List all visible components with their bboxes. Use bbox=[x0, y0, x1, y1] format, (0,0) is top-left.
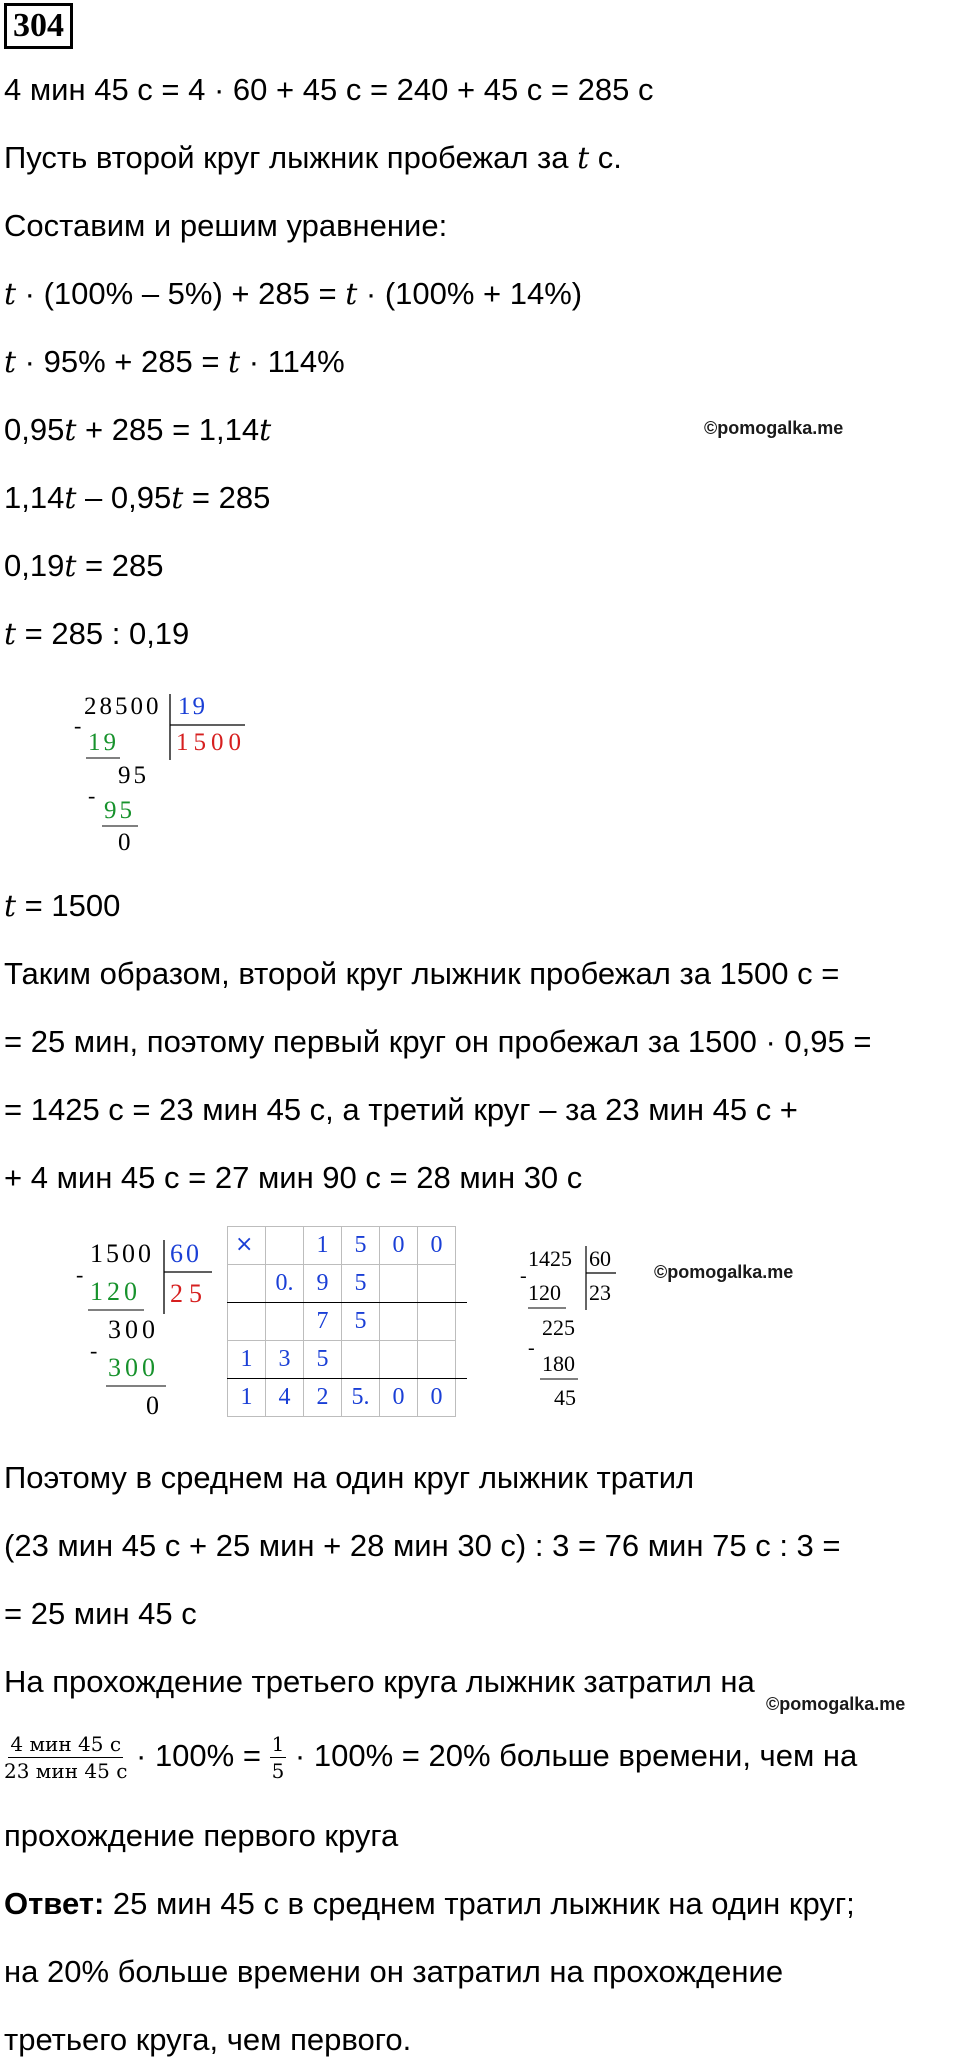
remainder: 95 bbox=[118, 762, 149, 789]
text-line-15: Поэтому в среднем на один круг лыжник тратил bbox=[4, 1460, 695, 1495]
watermark: ©pomogalka.me bbox=[704, 418, 844, 438]
subtrahend: 120 bbox=[528, 1280, 561, 1305]
digit-cell: 0. bbox=[266, 1265, 304, 1303]
digit-cell: 3 bbox=[266, 1341, 304, 1379]
remainder: 0 bbox=[118, 829, 131, 856]
subtrahend: 300 bbox=[108, 1353, 159, 1382]
one-fifth-fraction bbox=[270, 1731, 287, 1784]
equation-line-2 bbox=[4, 342, 345, 383]
subtrahend: 95 bbox=[104, 797, 135, 824]
minus-sign: - bbox=[88, 783, 96, 808]
text-fragment: · 95% + 285 = bbox=[16, 344, 229, 379]
quotient: 1500 bbox=[176, 729, 246, 756]
equation-line-7 bbox=[4, 886, 120, 927]
subtrahend: 120 bbox=[90, 1277, 141, 1306]
digit-cell: 0 bbox=[418, 1379, 456, 1417]
digit-cell: 9 bbox=[304, 1265, 342, 1303]
multiplication-row bbox=[228, 1227, 456, 1265]
text-line-14: + 4 мин 45 с = 27 мин 90 с = 28 мин 30 с bbox=[4, 1160, 583, 1195]
long-division-1425-by-60 bbox=[520, 1242, 630, 1427]
watermark: ©pomogalka.me bbox=[654, 1262, 794, 1282]
variable-t: t bbox=[171, 481, 184, 516]
text-line-13: = 1425 с = 23 мин 45 с, а третий круг – за 23 мин 45 с + bbox=[4, 1092, 798, 1127]
answer-line bbox=[4, 1884, 855, 1924]
text-fragment: · 100% = bbox=[127, 1738, 270, 1773]
digit-cell: 2 bbox=[304, 1379, 342, 1417]
text-fragment: с. bbox=[589, 140, 622, 175]
text-fragment: · (100% – 5%) + 285 = bbox=[16, 276, 346, 311]
variable-t: t bbox=[64, 549, 77, 584]
dividend: 1500 bbox=[90, 1239, 154, 1268]
text-fragment: = 285 : 0,19 bbox=[16, 616, 190, 651]
fraction-numerator: 1 bbox=[271, 1732, 285, 1757]
digit-cell: 5. bbox=[342, 1379, 380, 1417]
fraction-numerator: 4 мин 45 с bbox=[10, 1732, 122, 1757]
quotient: 23 bbox=[589, 1280, 611, 1305]
answer-text: 25 мин 45 с в среднем тратил лыжник на один круг; bbox=[104, 1886, 855, 1921]
digit-cell: 7 bbox=[304, 1303, 342, 1341]
equation-line-1 bbox=[4, 274, 582, 315]
equation-line-6 bbox=[4, 614, 189, 655]
minus-sign: - bbox=[520, 1265, 527, 1287]
text-fragment: 0,95 bbox=[4, 412, 65, 447]
text-line-16: (23 мин 45 с + 25 мин + 28 мин 30 с) : 3 = 76 мин 75 с : 3 = bbox=[4, 1528, 841, 1563]
text-fragment: – 0,95 bbox=[76, 480, 172, 515]
variable-t: t bbox=[4, 277, 17, 312]
long-division-1500-by-60 bbox=[72, 1230, 222, 1425]
multiplication-row bbox=[228, 1265, 456, 1303]
remainder: 45 bbox=[554, 1385, 576, 1410]
product-line-1 bbox=[227, 1302, 467, 1303]
text-fragment: 0,19 bbox=[4, 548, 65, 583]
variable-t: t bbox=[577, 141, 590, 176]
fraction-denominator: 5 bbox=[271, 1759, 285, 1784]
digit-cell bbox=[418, 1265, 456, 1303]
remainder: 300 bbox=[108, 1315, 159, 1344]
text-fragment: + 285 = 1,14 bbox=[76, 412, 260, 447]
text-line-2 bbox=[4, 138, 622, 179]
multiplication-row bbox=[228, 1379, 456, 1417]
divisor: 60 bbox=[589, 1246, 611, 1271]
multiplication-1500-by-0.95 bbox=[227, 1226, 456, 1417]
digit-cell bbox=[418, 1341, 456, 1379]
multiply-sign: × bbox=[235, 1232, 254, 1257]
dividend: 1425 bbox=[528, 1246, 572, 1271]
text-fragment: Пусть второй круг лыжник пробежал за bbox=[4, 140, 578, 175]
digit-cell: 5 bbox=[342, 1265, 380, 1303]
equation-line-4 bbox=[4, 478, 270, 519]
variable-t: t bbox=[4, 889, 17, 924]
text-line-22: на 20% больше времени он затратил на прохождение bbox=[4, 1954, 784, 1989]
text-line-3: Составим и решим уравнение: bbox=[4, 208, 448, 243]
digit-cell bbox=[342, 1341, 380, 1379]
product-line-2 bbox=[227, 1378, 467, 1379]
text-fragment: = 285 bbox=[183, 480, 271, 515]
digit-cell: 1 bbox=[228, 1341, 266, 1379]
remainder: 225 bbox=[542, 1315, 575, 1340]
text-fragment: = 1500 bbox=[16, 888, 121, 923]
text-line-23: третьего круга, чем первого. bbox=[4, 2022, 412, 2057]
multiplication-row bbox=[228, 1341, 456, 1379]
watermark: ©pomogalka.me bbox=[766, 1694, 906, 1714]
fraction-line bbox=[4, 1724, 857, 1788]
text-fragment: · 100% = 20% больше времени, чем на bbox=[286, 1738, 858, 1773]
answer-label: Ответ: bbox=[4, 1886, 105, 1921]
digit-cell: 0 bbox=[418, 1227, 456, 1265]
subtrahend: 180 bbox=[542, 1351, 575, 1376]
digit-cell bbox=[380, 1265, 418, 1303]
time-ratio-fraction bbox=[4, 1731, 127, 1784]
minus-sign: - bbox=[74, 713, 82, 738]
variable-t: t bbox=[64, 413, 77, 448]
long-division-28500-by-19 bbox=[70, 688, 260, 858]
text-fragment: = 285 bbox=[76, 548, 164, 583]
text-fragment: · 114% bbox=[240, 344, 345, 379]
text-line-17: = 25 мин 45 с bbox=[4, 1596, 197, 1631]
text-line-1: 4 мин 45 с = 4 · 60 + 45 с = 240 + 45 с = 285 с bbox=[4, 72, 654, 107]
fraction-denominator: 23 мин 45 с bbox=[4, 1759, 128, 1784]
digit-cell: 5 bbox=[304, 1341, 342, 1379]
multiplication-row bbox=[228, 1303, 456, 1341]
variable-t: t bbox=[345, 277, 358, 312]
digit-cell: 5 bbox=[342, 1227, 380, 1265]
multiplication-grid bbox=[227, 1226, 456, 1417]
digit-cell: 0 bbox=[380, 1379, 418, 1417]
digit-cell bbox=[266, 1303, 304, 1341]
remainder: 0 bbox=[146, 1391, 159, 1420]
digit-cell bbox=[380, 1303, 418, 1341]
minus-sign: - bbox=[76, 1262, 84, 1287]
digit-cell bbox=[228, 1303, 266, 1341]
divisor: 19 bbox=[178, 693, 207, 720]
digit-cell: 0 bbox=[380, 1227, 418, 1265]
text-line-11: Таким образом, второй круг лыжник пробежал за 1500 с = bbox=[4, 956, 840, 991]
variable-t: t bbox=[259, 413, 272, 448]
variable-t: t bbox=[4, 345, 17, 380]
quotient: 25 bbox=[170, 1279, 208, 1308]
variable-t: t bbox=[228, 345, 241, 380]
subtrahend: 19 bbox=[88, 729, 119, 756]
text-fragment: 1,14 bbox=[4, 480, 65, 515]
equation-line-5 bbox=[4, 546, 163, 587]
problem-number: 304 bbox=[4, 3, 73, 49]
minus-sign: - bbox=[528, 1337, 535, 1359]
digit-cell bbox=[228, 1265, 266, 1303]
digit-cell bbox=[266, 1227, 304, 1265]
digit-cell: 5 bbox=[342, 1303, 380, 1341]
text-fragment: · (100% + 14%) bbox=[357, 276, 583, 311]
text-line-18: На прохождение третьего круга лыжник затратил на bbox=[4, 1664, 755, 1699]
variable-t: t bbox=[4, 617, 17, 652]
equation-line-3 bbox=[4, 410, 271, 451]
minus-sign: - bbox=[90, 1338, 98, 1363]
dividend: 28500 bbox=[84, 693, 162, 720]
digit-cell: 1 bbox=[228, 1379, 266, 1417]
digit-cell: 4 bbox=[266, 1379, 304, 1417]
text-line-20: прохождение первого круга bbox=[4, 1818, 399, 1853]
variable-t: t bbox=[64, 481, 77, 516]
digit-cell: 1 bbox=[304, 1227, 342, 1265]
divisor: 60 bbox=[170, 1239, 202, 1268]
text-line-12: = 25 мин, поэтому первый круг он пробежал за 1500 · 0,95 = bbox=[4, 1024, 872, 1059]
digit-cell bbox=[380, 1341, 418, 1379]
digit-cell bbox=[418, 1303, 456, 1341]
